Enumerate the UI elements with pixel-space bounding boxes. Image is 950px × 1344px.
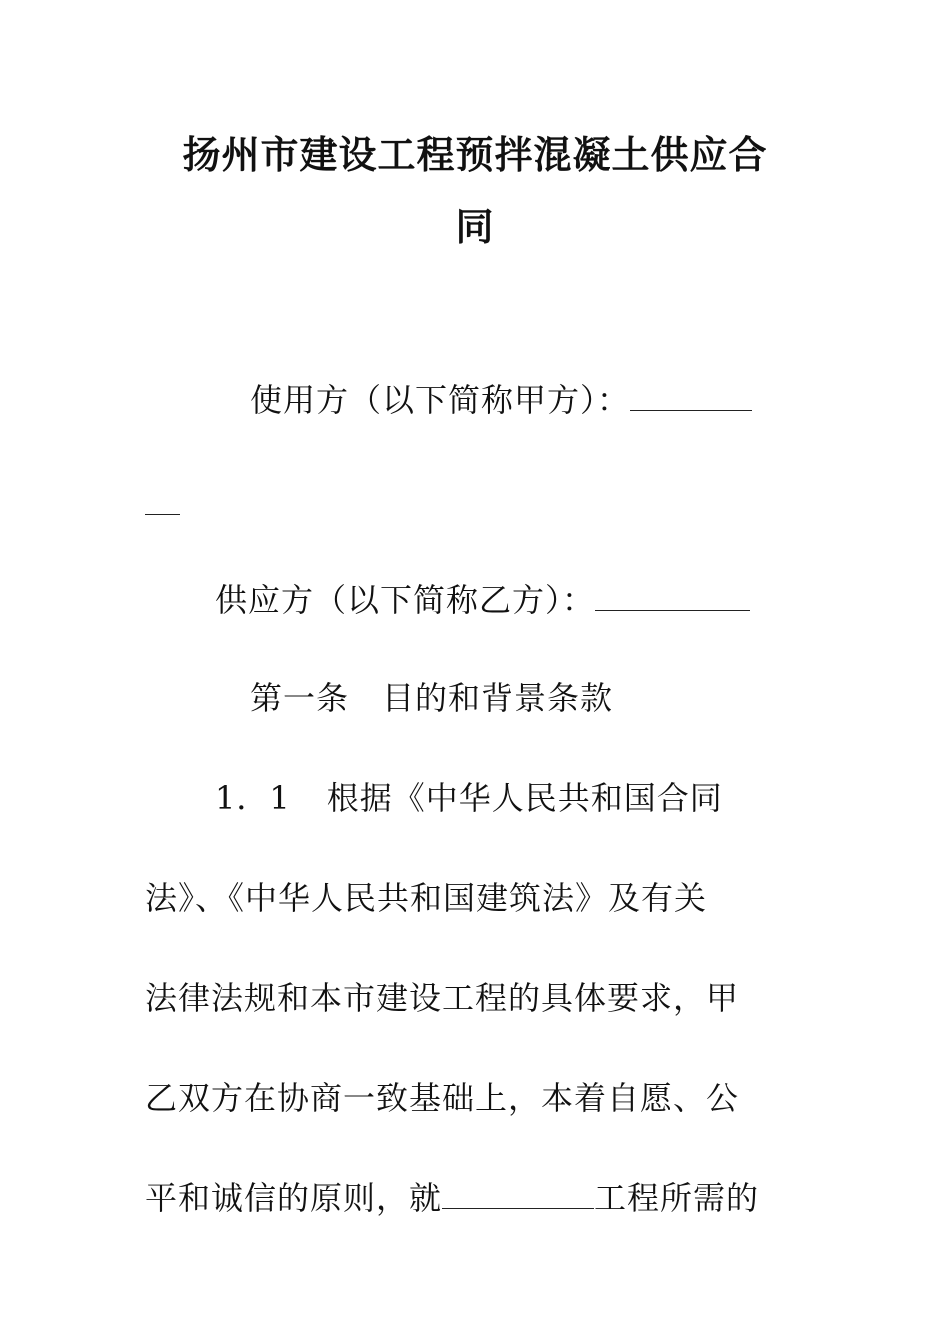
clause-1-1-line5 bbox=[145, 1176, 759, 1220]
clause-text-line1: 根据《中华人民共和国合同 bbox=[326, 779, 723, 817]
clause-1-1-line2: 法》、《中华人民共和国建筑法》及有关 bbox=[145, 879, 708, 917]
party-b-blank bbox=[595, 580, 750, 611]
party-a-blank-continuation bbox=[145, 514, 180, 515]
article1-heading: 第一条 目的和背景条款 bbox=[250, 679, 614, 717]
party-b-label: 供应方（以下简称乙方）： bbox=[215, 581, 596, 619]
document-title-line2: 同 bbox=[455, 204, 495, 249]
clause-text-line5-pre: 平和诚信的原则，就 bbox=[145, 1179, 443, 1217]
clause-1-1-line1 bbox=[215, 776, 723, 820]
clause-text-line5-post: 工程所需的 bbox=[594, 1179, 760, 1217]
party-a-label: 使用方（以下简称甲方）： bbox=[250, 381, 631, 419]
party-b-line bbox=[215, 578, 750, 622]
clause-1-1-line4: 乙双方在协商一致基础上，本着自愿、公 bbox=[145, 1079, 740, 1117]
clause-number: 1．1 bbox=[215, 779, 291, 817]
project-name-blank bbox=[442, 1178, 594, 1209]
party-a-line bbox=[250, 378, 752, 422]
clause-1-1-line3: 法律法规和本市建设工程的具体要求，甲 bbox=[145, 979, 740, 1017]
party-a-blank bbox=[630, 380, 752, 411]
document-title-line1: 扬州市建设工程预拌混凝土供应合 bbox=[182, 132, 768, 177]
